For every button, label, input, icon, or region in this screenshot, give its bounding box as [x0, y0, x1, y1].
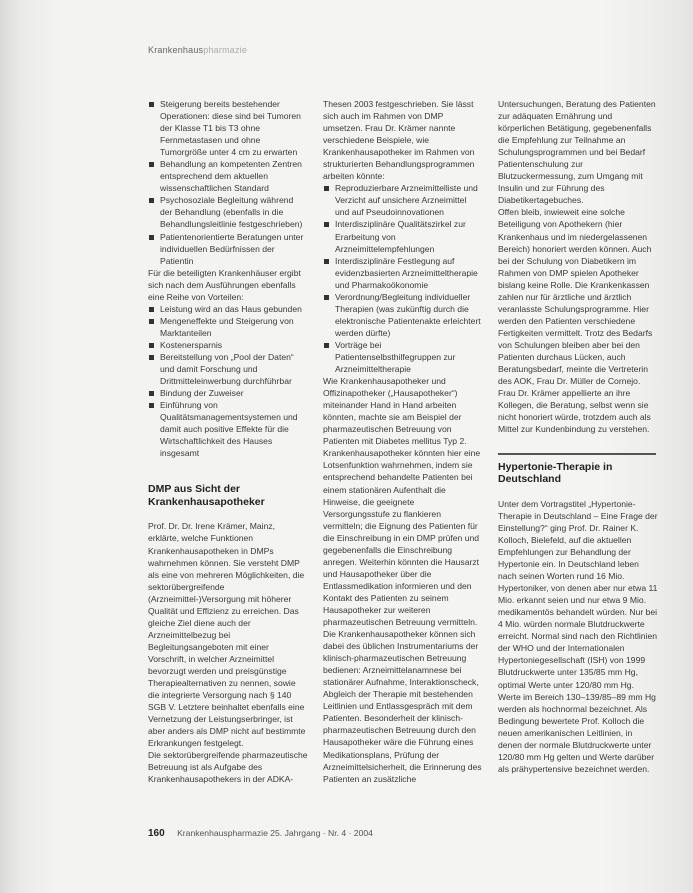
list-item: Verordnung/Begleitung individueller Therapien (was zukünftig durch die elektronische Patientenakte erleichtert werden dürfte): [323, 291, 483, 339]
paragraph: Prof. Dr. Dr. Irene Krämer, Mainz, erklärte, welche Funktionen Krankenhausapotheken in DMPs wahrnehmen können. Sie versteht DMP als eine von mehreren Möglichkeiten, die sektorübergreifende (Arzneimittel-)Versorgung mit höherer Qualität und Effizienz zu erreichen. Das gleiche Ziel diene auch der Arzneimittelbezug bei Begleitungsangeboten mit einer Vorschrift, in welcher Arzneimittel bevorzugt werden und preisgünstige Therapiealternativen zu nennen, sowie die integrierte Versorgung nach § 140 SGB V. Letztere beinhaltet ebenfalls eine Vernetzung der Leistungserbringer, ist aber anders als DMP nicht auf bestimmte Erkrankungen festgelegt.: [148, 521, 306, 749]
page-number: 160: [148, 828, 165, 839]
section-rule: [498, 453, 656, 455]
list-item: Steigerung bereits bestehender Operationen: diese sind bei Tumoren der Klasse T1 bis T3 ohne Fernmetastasen und ohne Tumorgröße unter 4 cm zu erwarten: [148, 98, 308, 158]
list-item: Einführung von Qualitätsmanagementsystemen und damit auch positive Effekte für die Wirtschaftlichkeit des Hauses insgesamt: [148, 399, 308, 459]
journal-info: Krankenhauspharmazie 25. Jahrgang · Nr. 4 · 2004: [177, 828, 373, 838]
paragraph: Offen bleib, inwieweit eine solche Beteiligung von Apothekern (hier Krankenhaus und im niedergelassenen Bereich) honoriert werden können. Auch bei der Schulung von Diabetikern im Rahmen von DMP spielen Apotheker bislang keine Rolle. Die Krankenkassen zahlen nur für ärztliche und ärztlich veranlasste Schulungsprogramme. Hier werden den Patienten verschiedene Fertigkeiten vermittelt. Trotz des Bedarfs von Schulungen bleiben aber bei den Patienten durchaus Lücken, auch Beratungsbedarf, meinte die Vertreterin des AOK, Frau Dr. Müller de Cornejo. Frau Dr. Krämer appellierte an ihre Kollegen, die Beratung, selbst wenn sie nicht honoriert würde, trotzdem auch als Mittel zur Kundenbindung zu verstehen.: [498, 207, 653, 435]
column-3: [498, 98, 658, 775]
list-item: Bindung der Zuweiser: [148, 387, 308, 399]
paragraph: Für die beteiligten Krankenhäuser ergibt sich nach dem Ausführungen ebenfalls eine Reihe von Vorteilen:: [148, 267, 301, 302]
list-item: Interdisziplinäre Qualitätszirkel zur Erarbeitung von Arzneimittelempfehlungen: [323, 218, 483, 254]
list-item: Patientenorientierte Beratungen unter individuellen Bedürfnissen der Patientin: [148, 231, 308, 267]
paragraph: Thesen 2003 festgeschrieben. Sie lässt sich auch im Rahmen von DMP umsetzen. Frau Dr. Krämer nannte verschiedene Beispiele, wie Krankenhausapotheker im Rahmen von strukturierten Behandlungsprogrammen arbeiten könnte:: [323, 99, 475, 182]
list-item: Mengeneffekte und Steigerung von Marktanteilen: [148, 315, 308, 339]
list-item: Leistung wird an das Haus gebunden: [148, 303, 308, 315]
paragraph: Unter dem Vortragstitel „Hypertonie-Therapie in Deutschland – Eine Frage der Einstellung?“ ging Prof. Dr. Rainer K. Kolloch, Bielefeld, auf die aktuellen Empfehlungen zur Behandlung der Hypertonie ein. In Deutschland leben nach seinen Worten rund 16 Mio. Hypertoniker, von denen aber nur etwa 11 Mio. erkannt seien und nur etwa 9 Mio. medikamentös behandelt würden. Nur bei 4 Mio. würden normale Blutdruckwerte erreicht. Normal sind nach den Richtlinien der WHO und der Internationalen Hypertoniegesellschaft (ISH) von 1999 Blutdruckwerte unter 135/85 mm Hg, optimal Werte unter 120/80 mm Hg. Werte im Bereich 130–139/85–89 mm Hg werden als hochnormal bezeichnet. Als Bedingung bewertete Prof. Kolloch die neuen amerikanischen Leitlinien, in denen der normale Blutdruckwerte unter 120/80 mm Hg gelten und Werte darüber als prähypertensive bezeichnet werden.: [498, 498, 658, 774]
section-heading-hypertonie: Hypertonie-Therapie in Deutschland: [498, 460, 613, 486]
list-item: Interdisziplinäre Festlegung auf evidenzbasierten Arzneimitteltherapie und Pharmakoökonomie: [323, 255, 483, 291]
paragraph: Die sektorübergreifende pharmazeutische Betreuung ist als Aufgabe des Krankenhausapothekers in der ADKA-: [148, 750, 308, 785]
running-head: [148, 45, 247, 55]
list-item: Psychosoziale Begleitung während der Behandlung (ebenfalls in die Behandlungsleitlinie festgeschrieben): [148, 194, 308, 230]
page-footer: [148, 828, 668, 839]
bullet-list-examples: [323, 182, 483, 375]
list-item: Bereitstellung von „Pool der Daten“ und damit Forschung und Drittmitteleinwerbung durchführbar: [148, 351, 308, 387]
running-head-light: pharmazie: [203, 45, 248, 55]
list-item: Kostenersparnis: [148, 339, 308, 351]
list-item: Vorträge bei Patientenselbsthilfegruppen zur Arzneimitteltherapie: [323, 339, 483, 375]
section-heading-dmp: DMP aus Sicht der Krankenhausapotheker: [148, 483, 265, 508]
paragraph: Wie Krankenhausapotheker und Offizinapotheker („Hausapotheker“) miteinander Hand in Hand arbeiten könnten, machte sie am Beispiel der pharmazeutischen Betreuung von Patienten mit Diabetes mellitus Typ 2. Krankenhausapotheker könnten hier eine Lotsenfunktion wahrnehmen, indem sie entsprechend behandelte Patienten bei einem stationären Aufenthalt die Hinweise, die geeignete Versorgungsstufe zu flankieren vermitteln; die Eignung des Patienten für die Einschreibung in ein DMP prüfen und gegebenenfalls die Einschreibung anregen. Weiterhin könnten die Hausarzt und Hausapotheker über die Entlassmedikation informieren und den Kontakt des Patienten zu seinem Hausapotheker zur weiteren pharmazeutischen Betreuung vermitteln. Die Krankenhausapotheker können sich dabei des üblichen Instrumentariums der klinisch-pharmazeutischen Betreuung bedienen: Arzneimittelanamnese bei stationärer Aufnahme, Interaktionscheck, Abgleich der Therapie mit bestehenden Leitlinien und Entlassgespräch mit dem Patienten. Besonderheit der klinisch-pharmazeutischen Betreuung durch den Hausapotheker wäre die Führung eines Medikationsplans, Prüfung der Arzneimittelsicherheit, die Erinnerung des Patienten an zusätzliche: [323, 376, 482, 784]
column-1: [148, 98, 308, 785]
list-item: Reproduzierbare Arzneimittelliste und Verzicht auf unsichere Arzneimittel und auf Pseudoinnovationen: [323, 182, 483, 218]
bullet-list-advantages: [148, 303, 308, 460]
running-head-dark: Krankenhaus: [148, 45, 204, 55]
list-item: Behandlung an kompetenten Zentren entsprechend dem aktuellen wissenschaftlichen Standard: [148, 158, 308, 194]
bullet-list-goals: [148, 98, 308, 267]
paragraph: Untersuchungen, Beratung des Patienten zur adäquaten Ernährung und körperlichen Betätigung, gegebenenfalls die Empfehlung zur Teilnahme an Schulungsprogrammen und bei Bedarf Patientenschulung zur Blutzuckermessung, zum Umgang mit Insulin und zur Führung des Diabetikertagebuches.: [498, 99, 656, 206]
column-2: [323, 98, 483, 785]
